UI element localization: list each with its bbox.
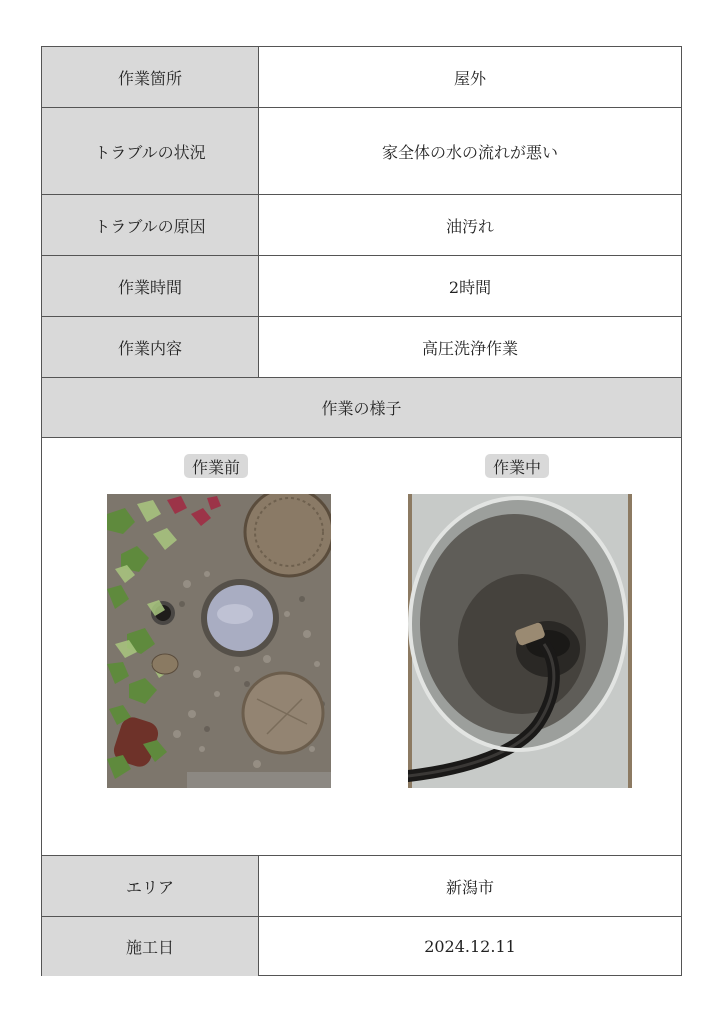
work-report-sheet bbox=[41, 46, 682, 976]
photo-before bbox=[107, 494, 331, 788]
value-trouble-status: 家全体の水の流れが悪い bbox=[381, 142, 558, 162]
row-work-location bbox=[42, 47, 681, 108]
row-work-content bbox=[42, 317, 681, 378]
photo-during bbox=[408, 494, 632, 788]
photo-during-image bbox=[408, 494, 632, 788]
photos-section-title: 作業の様子 bbox=[42, 378, 681, 438]
label-area: エリア bbox=[42, 856, 259, 916]
value-construction-date: 2024.12.11 bbox=[424, 937, 516, 956]
label-trouble-cause: トラブルの原因 bbox=[42, 195, 259, 255]
row-work-time bbox=[42, 256, 681, 317]
value-work-location: 屋外 bbox=[453, 68, 486, 88]
value-trouble-cause: 油汚れ bbox=[445, 216, 494, 236]
photos-area bbox=[42, 438, 681, 856]
value-work-time: 2時間 bbox=[448, 277, 492, 297]
caption-during: 作業中 bbox=[485, 454, 549, 478]
row-trouble-cause bbox=[42, 195, 681, 256]
row-area bbox=[42, 856, 681, 917]
label-work-content: 作業内容 bbox=[42, 317, 259, 377]
photo-before-image bbox=[107, 494, 331, 788]
label-construction-date: 施工日 bbox=[42, 917, 259, 976]
row-trouble-status bbox=[42, 108, 681, 195]
label-work-location: 作業箇所 bbox=[42, 47, 259, 107]
value-work-content: 高圧洗浄作業 bbox=[421, 338, 518, 358]
label-work-time: 作業時間 bbox=[42, 256, 259, 316]
caption-before: 作業前 bbox=[184, 454, 248, 478]
label-trouble-status: トラブルの状況 bbox=[42, 108, 259, 194]
row-construction-date bbox=[42, 917, 681, 976]
value-area: 新潟市 bbox=[445, 877, 494, 897]
